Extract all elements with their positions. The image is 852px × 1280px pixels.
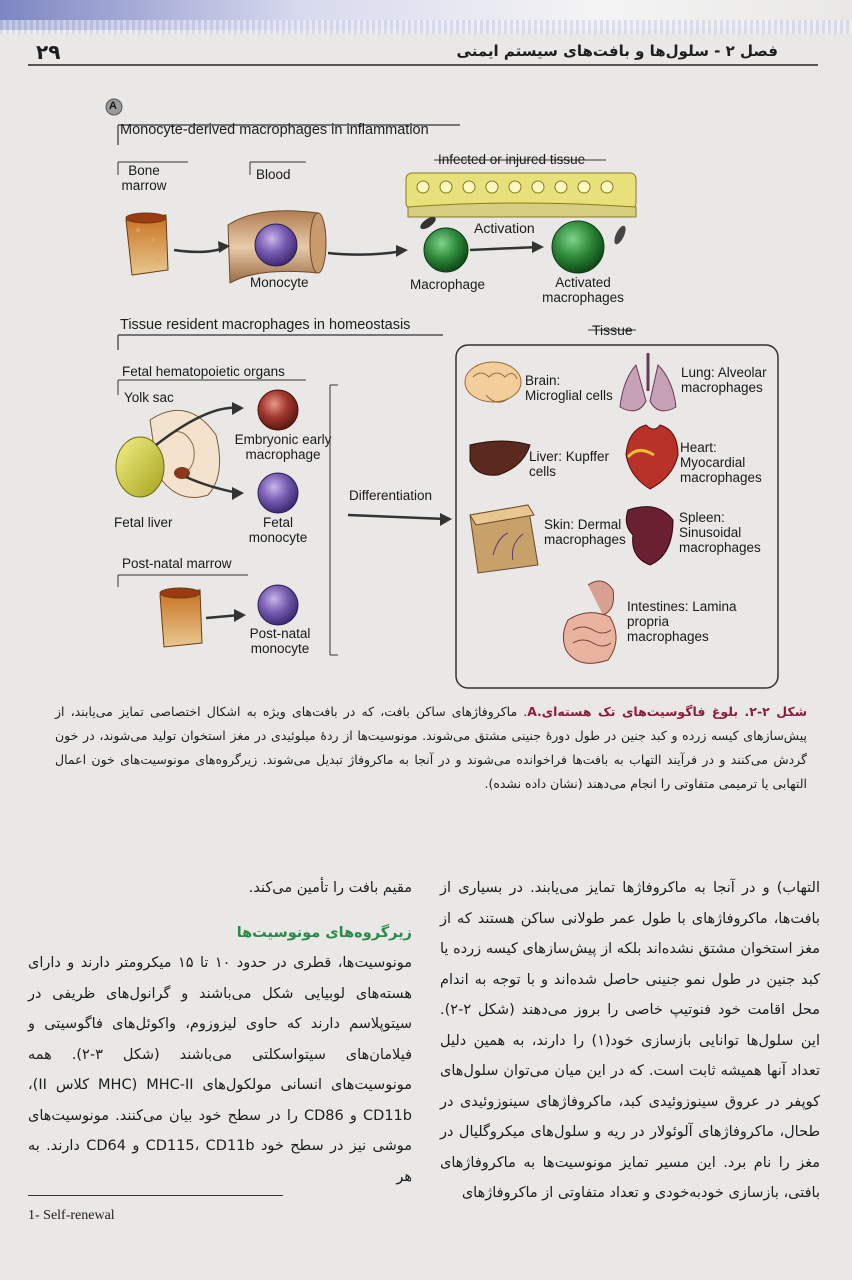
intestines-label: Intestines: Lamina propria macrophages [627,599,737,644]
subheading-monocyte-subsets: زیرگروه‌های مونوسیت‌ها [236,924,412,941]
chapter-title: فصل ۲ - سلول‌ها و بافت‌های سیستم ایمنی [456,42,778,60]
embryonic-macrophage-label: Embryonic early macrophage [234,432,332,462]
caption-panel-ref: A [527,704,537,719]
footnote: 1- Self-renewal [28,1208,115,1223]
intestines-icon [563,581,616,663]
activation-label: Activation [474,220,535,236]
post-natal-bracket [118,575,248,587]
arrow-to-post-natal-head [234,609,246,622]
activated-macrophage-cell [552,221,604,273]
body-left-column [28,873,412,1192]
skin-icon [470,505,538,573]
arrow-blood-to-tissue-head [396,245,408,257]
post-natal-marrow-label: Post-natal marrow [122,556,232,571]
panel-label: A [109,100,117,112]
lung-icon [620,353,676,411]
heart-icon [626,425,678,489]
differentiation-label: Differentiation [349,488,433,503]
footnote-divider [28,1195,283,1196]
section1-title: Monocyte-derived macrophages in inflammation [120,122,429,138]
macrophage-label: Macrophage [410,277,486,292]
page-number: ۲۹ [36,40,61,64]
embryonic-macrophage-cell [258,390,298,430]
brain-label: Brain: Microglial cells [525,373,613,403]
left-intro-line: مقیم بافت را تأمین می‌کند. [248,880,412,896]
tissue-label: Tissue [592,322,633,338]
lung-label: Lung: Alveolar macrophages [681,365,767,395]
post-natal-monocyte-cell [258,585,298,625]
body-right-column: التهاب) و در آنجا به ماکروفاژها تمایز می‌یابند. در بسیاری از بافت‌ها، ماکروفاژهای با طول عمر طولانی ساکن هستند که از مغز استخوان مشتق نشده‌اند بلکه از پیش‌سازهای کیسه زرده یا کبد جنین در طول نمو جنینی حاصل شده‌اند و با توجه به اندام محل اقامت خود فنوتیپ خاصی را بروز می‌دهند (شکل ۲-۲). این سلول‌ها توانایی بازسازی خود(۱) را دارند، به همین دلیل تعداد آنها همیشه ثابت است. که در این میان می‌توان سلول‌های کوپفر در عروق سینوزوئیدی کبد، ماکروفاژهای سینوزوئیدی در طحال، ماکروفاژهای آلوئولار در ریه و سلول‌های میکروگلیال در مغز را نام برد. این مسیر تمایز مونوسیت‌ها به ماکروفاژهای بافتی، بازسازی خودبه‌خودی و تعداد متفاوتی از ماکروفاژهای [440,880,820,1201]
yolk-sac-label: Yolk sac [124,390,174,405]
macrophage-cell [424,228,468,272]
monocyte-label: Monocyte [250,275,309,290]
bone-marrow-icon [126,213,168,275]
top-pattern-band [0,20,852,34]
arrow-to-fetal-monocyte-head [232,487,244,500]
bacterium-2 [612,224,628,246]
fetal-monocyte-label: Fetal monocyte [248,515,308,545]
figure-2-2 [98,95,798,695]
caption-text: . ماکروفاژهای ساکن بافت، که در بافت‌های ویژه به اشکال اختصاصی تمایز می‌یابند، از پیش‌سازهای کیسه زرده و کبد جنین در طول دورهٔ جنینی مشتق می‌شوند. مونوسیت‌ها از ردهٔ میلوئیدی در مغز استخوان تولید می‌شوند، در خون گردش می‌کنند و در فرآیند التهاب به بافت‌ها فراخوانده می‌شوند و در آنجا به ماکروفاژ تبدیل می‌شوند. زیرگروه‌های مونوسیت‌های خون اعمال التهابی یا ترمیمی متفاوتی را انجام می‌دهند (نشان داده نشده). [55,704,807,791]
section2-bracket [118,335,443,350]
spleen-label: Spleen: Sinusoidal macrophages [679,510,761,555]
figure-caption [55,700,807,796]
infected-tissue-label: Infected or injured tissue [438,152,586,167]
left-column-text: مونوسیت‌ها، قطری در حدود ۱۰ تا ۱۵ میکرومتر دارند و دارای هسته‌های لوبیایی شکل می‌باشند و گرانول‌های ظریفی در سیتوپلاسم دارند که حاوی لیزوزوم، واکوئل‌های فاگوسیتی و فیلامان‌های سیتواسکلتی می‌باشند (شکل ۳-۲). همه مونوسیت‌های انسانی مولکول‌های MHC-II (MHC کلاس II)، CD11b و CD86 را در سطح خود بیان می‌کنند. مونوسیت‌های موشی نیز در سطح خود CD115، CD11b و CD64 دارند. به هر [28,955,413,1185]
arrow-activation-head [532,241,544,253]
section2-title: Tissue resident macrophages in homeostasis [120,317,411,333]
post-natal-bone-icon [160,588,202,647]
brain-icon [465,362,521,402]
fetal-liver-label: Fetal liver [114,515,173,530]
differentiation-bracket [330,385,338,655]
arrow-differentiation-head [440,513,452,526]
skin-label: Skin: Dermal macrophages [544,517,626,547]
next-page-edge [832,60,852,560]
liver-icon [470,441,530,475]
arrow-differentiation [348,515,446,519]
bone-marrow-label: Bone marrow [121,163,167,193]
fetal-monocyte-cell [258,473,298,513]
blood-label: Blood [256,167,291,182]
running-header [28,38,818,66]
arrow-marrow-to-blood [174,247,226,252]
fetal-organs-label: Fetal hematopoietic organs [122,364,285,379]
activated-macrophages-label: Activated macrophages [542,275,624,305]
post-natal-monocyte-label: Post-natal monocyte [249,626,311,656]
blood-vessel-icon [228,211,326,283]
arrow-to-embryonic-head [232,402,244,415]
caption-label: شکل ۲-۲. بلوغ فاگوسیت‌های تک هسته‌ای. [536,704,807,719]
arrow-blood-to-tissue [328,251,403,255]
heart-label: Heart: Myocardial macrophages [680,440,762,485]
epithelium-icon [406,173,636,217]
arrow-activation [470,247,538,250]
liver-label: Liver: Kupffer cells [529,449,610,479]
monocyte-blood-cell [255,224,297,266]
